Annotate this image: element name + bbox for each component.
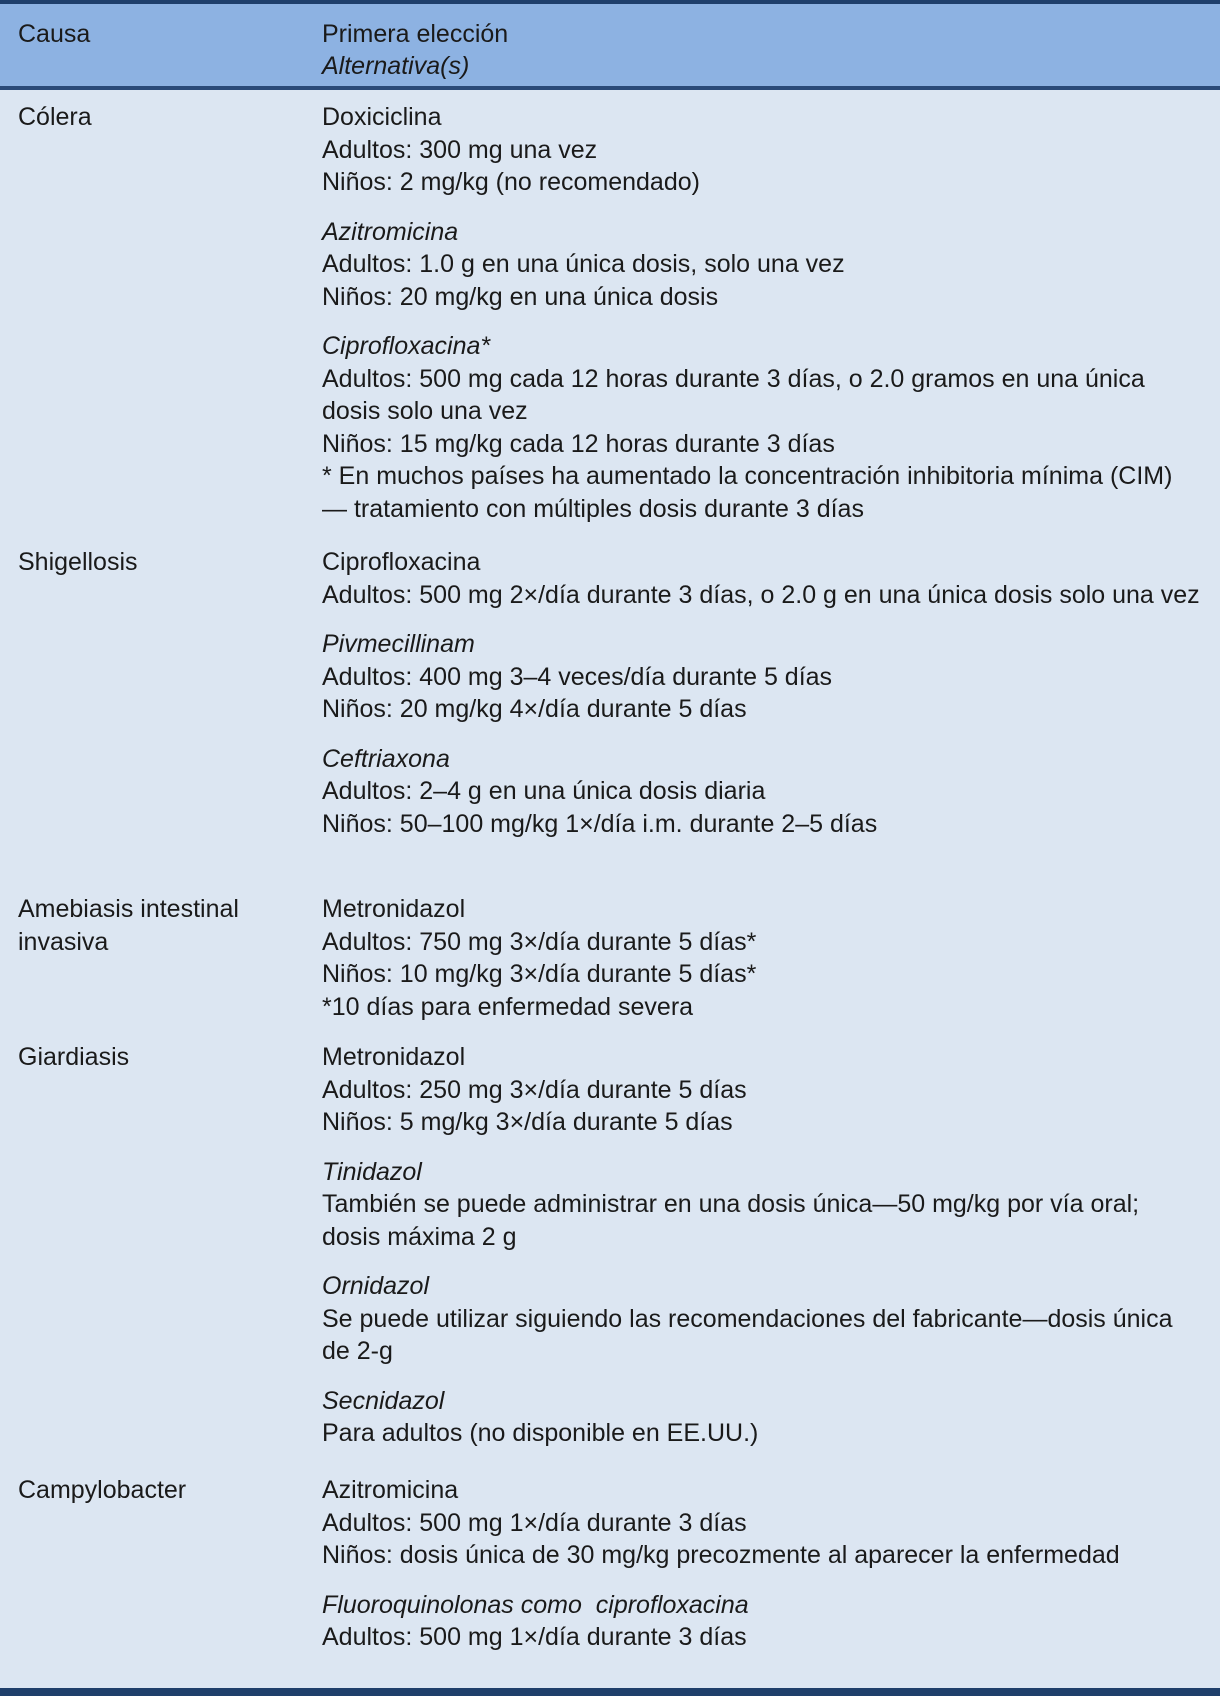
dosage-line: Niños: 50–100 mg/kg 1×/día i.m. durante 2–5 días xyxy=(322,809,878,838)
treatment-option xyxy=(322,546,1202,611)
drug-name: Azitromicina xyxy=(322,217,459,246)
drug-name: Doxiciclina xyxy=(322,103,442,131)
treatment-option xyxy=(322,1041,1202,1139)
dosage-line: Adultos: 500 mg 1×/día durante 3 días xyxy=(322,1623,747,1651)
dosage-line: Se puede utilizar siguiendo las recomendaciones del fabricante—dosis única de 2-g xyxy=(322,1304,1180,1365)
header-treatment xyxy=(322,18,508,82)
dosage-line: * En muchos países ha aumentado la concentración inhibitoria mínima (CIM) — tratamiento con múltiples dosis durante 3 días xyxy=(322,462,1187,523)
dosage-line: Adultos: 500 mg cada 12 horas durante 3 días, o 2.0 gramos en una única dosis solo una vez xyxy=(322,364,1152,425)
drug-name: Metronidazol xyxy=(322,895,466,923)
dosage-line: Niños: 15 mg/kg cada 12 horas durante 3 días xyxy=(322,429,835,458)
treatment-cell xyxy=(322,546,1202,857)
table-header xyxy=(0,4,1220,86)
dosage-line: Niños: 2 mg/kg (no recomendado) xyxy=(322,168,700,196)
dosage-line: Adultos: 400 mg 3–4 veces/día durante 5 días xyxy=(322,662,833,691)
dosage-line: Adultos: 250 mg 3×/día durante 5 días xyxy=(322,1075,747,1104)
cause-cell: Campylobacter xyxy=(18,1476,187,1504)
header-divider xyxy=(0,86,1220,90)
table-bottom-border xyxy=(0,1688,1220,1696)
treatment-cell xyxy=(322,893,1202,1040)
header-alternatives: Alternativa(s) xyxy=(322,52,470,80)
treatment-option xyxy=(322,893,1202,1023)
treatment-option xyxy=(322,1385,1202,1450)
drug-name: Ceftriaxona xyxy=(322,744,450,773)
treatment-cell xyxy=(322,101,1202,542)
treatment-option xyxy=(322,1589,1202,1654)
drug-name: Metronidazol xyxy=(322,1043,466,1071)
treatment-option xyxy=(322,628,1202,726)
drug-name: Tinidazol xyxy=(322,1157,422,1186)
drug-name: Ciprofloxacina* xyxy=(322,332,491,360)
treatment-option xyxy=(322,101,1202,199)
dosage-line: Niños: 5 mg/kg 3×/día durante 5 días xyxy=(322,1108,733,1136)
dosage-line: También se puede administrar en una dosis única—50 mg/kg por vía oral; dosis máxima 2 g xyxy=(322,1190,1147,1251)
treatment-option xyxy=(322,216,1202,314)
dosage-line: Niños: dosis única de 30 mg/kg precozmente al aparecer la enfermedad xyxy=(322,1541,1120,1569)
treatment-cell xyxy=(322,1474,1202,1671)
cause-cell: Shigellosis xyxy=(18,548,138,576)
treatment-cell xyxy=(322,1041,1202,1467)
dosage-line: Adultos: 750 mg 3×/día durante 5 días* xyxy=(322,927,757,956)
header-cause: Causa xyxy=(18,20,91,48)
drug-name: Ornidazol xyxy=(322,1272,429,1300)
drug-name: Ciprofloxacina xyxy=(322,548,481,576)
dosage-line: Adultos: 500 mg 2×/día durante 3 días, o 2.0 g en una única dosis solo una vez xyxy=(322,580,1200,609)
drug-name: Azitromicina xyxy=(322,1476,459,1504)
drug-name: Fluoroquinolonas como ciprofloxacina xyxy=(322,1590,749,1619)
dosage-line: Adultos: 1.0 g en una única dosis, solo una vez xyxy=(322,250,845,278)
cause-cell: Cólera xyxy=(18,103,92,131)
drug-name: Secnidazol xyxy=(322,1386,445,1415)
dosage-line: *10 días para enfermedad severa xyxy=(322,992,694,1021)
dosage-line: Adultos: 300 mg una vez xyxy=(322,135,598,164)
treatment-option xyxy=(322,743,1202,841)
treatment-option xyxy=(322,330,1202,525)
treatment-option xyxy=(322,1270,1202,1368)
treatment-option xyxy=(322,1156,1202,1254)
header-first-choice: Primera elección xyxy=(322,20,509,48)
dosage-line: Para adultos (no disponible en EE.UU.) xyxy=(322,1419,759,1447)
drug-name: Pivmecillinam xyxy=(322,630,475,658)
dosage-line: Niños: 20 mg/kg en una única dosis xyxy=(322,282,719,311)
treatment-option xyxy=(322,1474,1202,1572)
dosage-line: Adultos: 500 mg 1×/día durante 3 días xyxy=(322,1508,747,1537)
dosage-line: Niños: 10 mg/kg 3×/día durante 5 días* xyxy=(322,960,757,988)
dosage-line: Niños: 20 mg/kg 4×/día durante 5 días xyxy=(322,695,747,723)
cause-cell: Amebiasis intestinal invasiva xyxy=(18,895,239,956)
cause-cell: Giardiasis xyxy=(18,1043,130,1071)
dosage-line: Adultos: 2–4 g en una única dosis diaria xyxy=(322,777,766,805)
